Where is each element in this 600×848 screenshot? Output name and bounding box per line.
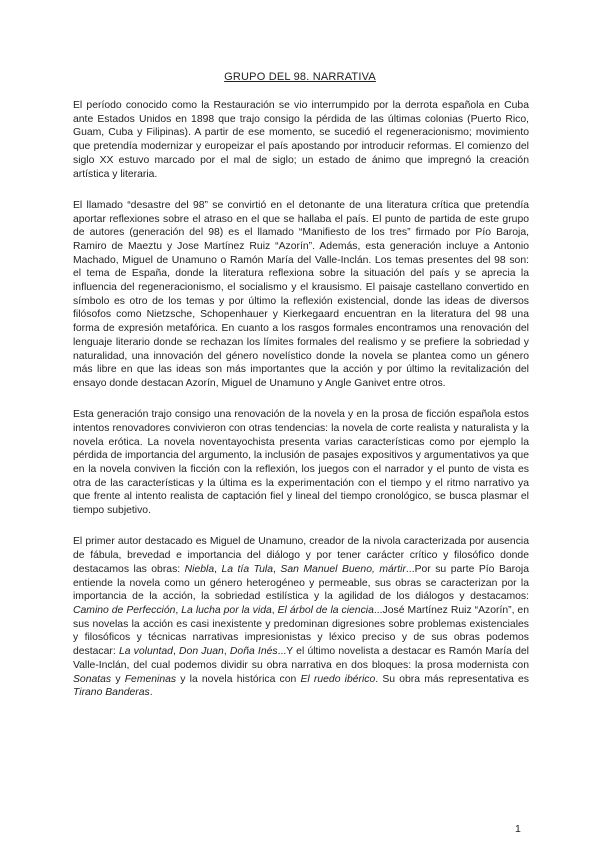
paragraph-autores [73,535,529,699]
work-title: La voluntad [118,646,173,658]
text-run: y [111,673,125,685]
text-run: El período conocido como la Restauración se vio interrumpido por la derrota española en Cuba ante Estados Unidos en 1898 que trajo consigo la pérdida de las últimas colonias (Puerto Rico, Guam, Cuba y Filipinas). A partir de ese momento, se sucedió el regeneracionismo; movimiento que pretendía modernizar y europeizar el país apostando por introducir reformas. El comienzo del siglo XX estuvo marcado por el mal de siglo; un estado de ánimo que impregnó la creación artística y literaria. [73,100,529,180]
work-title: La tía Tula [221,563,274,575]
text-run: . Su obra más representativa es [375,673,529,685]
work-title: Tirano Banderas [73,687,150,699]
text-run: , [223,646,230,658]
work-title: Doña Inés [229,646,278,658]
text-run: El primer autor destacado es Miguel de Unamuno, creador de la nivola caracterizada por ausencia de fábula, brevedad e importancia del diálogo y por tener carácter crítico y filosófico donde destacamos las obras: [73,536,529,575]
document-body [73,99,529,718]
text-run: , [273,563,281,575]
text-run: ...Por su parte Pío Baroja entiende la novela como un género heterogéneo y permeable, sus obras se caracterizan por la importancia de la acción, la sobriedad estilística y la agilidad de los diálogos y destacamos: [73,563,529,603]
paragraph-desastre-98 [73,199,529,391]
page-number: 1 [515,823,521,835]
paragraph-renovacion-novela [73,408,529,518]
work-title: Femeninas [124,673,177,685]
work-title: San Manuel Bueno, mártir [280,563,406,575]
paragraph-restauracion [73,99,529,181]
document-title: GRUPO DEL 98. NARRATIVA [224,71,376,83]
work-title: Niebla [184,563,215,575]
text-run: , [175,604,182,616]
work-title: Camino de Perfección [73,604,176,616]
text-run: , [214,563,222,575]
work-title: Don Juan [179,646,224,658]
work-title: El ruedo ibérico [300,673,376,685]
text-run: y la novela histórica con [176,673,301,685]
work-title: La lucha por la vida [181,604,272,616]
text-run: ...José Martínez Ruiz “Azorín”, en sus novelas la acción es casi inexistente y predominan digresiones sobre problemas existenciales y filosóficos y técnicas narrativas impresionistas y léxico preciso y de sus obras podemos destacar: [73,604,529,658]
text-run: ...Y el último novelista a destacar es Ramón María del Valle-Inclán, del cual podemos dividir su obra narrativa en dos bloques: la prosa modernista con [73,646,529,671]
work-title: Sonatas [73,673,112,685]
text-run: Esta generación trajo consigo una renovación de la novela y en la prosa de ficción española estos intentos renovadores convivieron con otras tendencias: la novela de corte realista y naturalista y la novela erótica. La novela noventayochista presenta varias características como por ejemplo la pérdida de importancia del argumento, la inclusión de pasajes expositivos y argumentativos ya que en la novela conviven la ficción con la reflexión, los juegos con el narrador y el punto de vista es otra de las características y la última es la experimentación con el tiempo y el ritmo narrativo ya que frente al intento realista de captación fiel y lineal del tiempo cronológico, se busca plasmar el tiempo subjetivo. [73,409,529,517]
text-run: . [149,687,153,699]
text-run: , [172,646,180,658]
work-title: El árbol de la ciencia [277,604,374,616]
text-run: El llamado “desastre del 98” se convirtió en el detonante de una literatura crítica que pretendía aportar reflexiones sobre el atraso en el que se hallaba el país. El punto de partida de este grupo de autores (generación del 98) es el llamado “Manifiesto de los tres” firmado por Pío Baroja, Ramiro de Maeztu y Jose Martínez Ruiz “Azorín”. Además, esta generación incluye a Antonio Machado, Miguel de Unamuno o Ramón María del Valle-Inclán. Los temas presentes del 98 son: el tema de España, donde la literatura reflexiona sobre la situación del país y se aprecia la influencia del regeneracionismo, el socialismo y el krausismo. El paisaje castellano convertido en símbolo es otro de los temas y por último la reflexión existencial, donde las ideas de diversos filósofos como Nietzsche, Schopenhauer y Kierkegaard encuentran en la literatura del 98 una forma de expresión metafórica. En cuanto a los rasgos formales encontramos una renovación del lenguaje literario donde se rechazan los límites formales del realismo y se prefiere la sobriedad y naturalidad, una innovación del género novelístico donde la novela se plantea como un género más libre en que las ideas son más importantes que la acción y por último la revitalización del ensayo donde destacan Azorín, Miguel de Unamuno y Angle Ganivet entre otros. [73,199,529,389]
text-run: , [271,604,278,616]
